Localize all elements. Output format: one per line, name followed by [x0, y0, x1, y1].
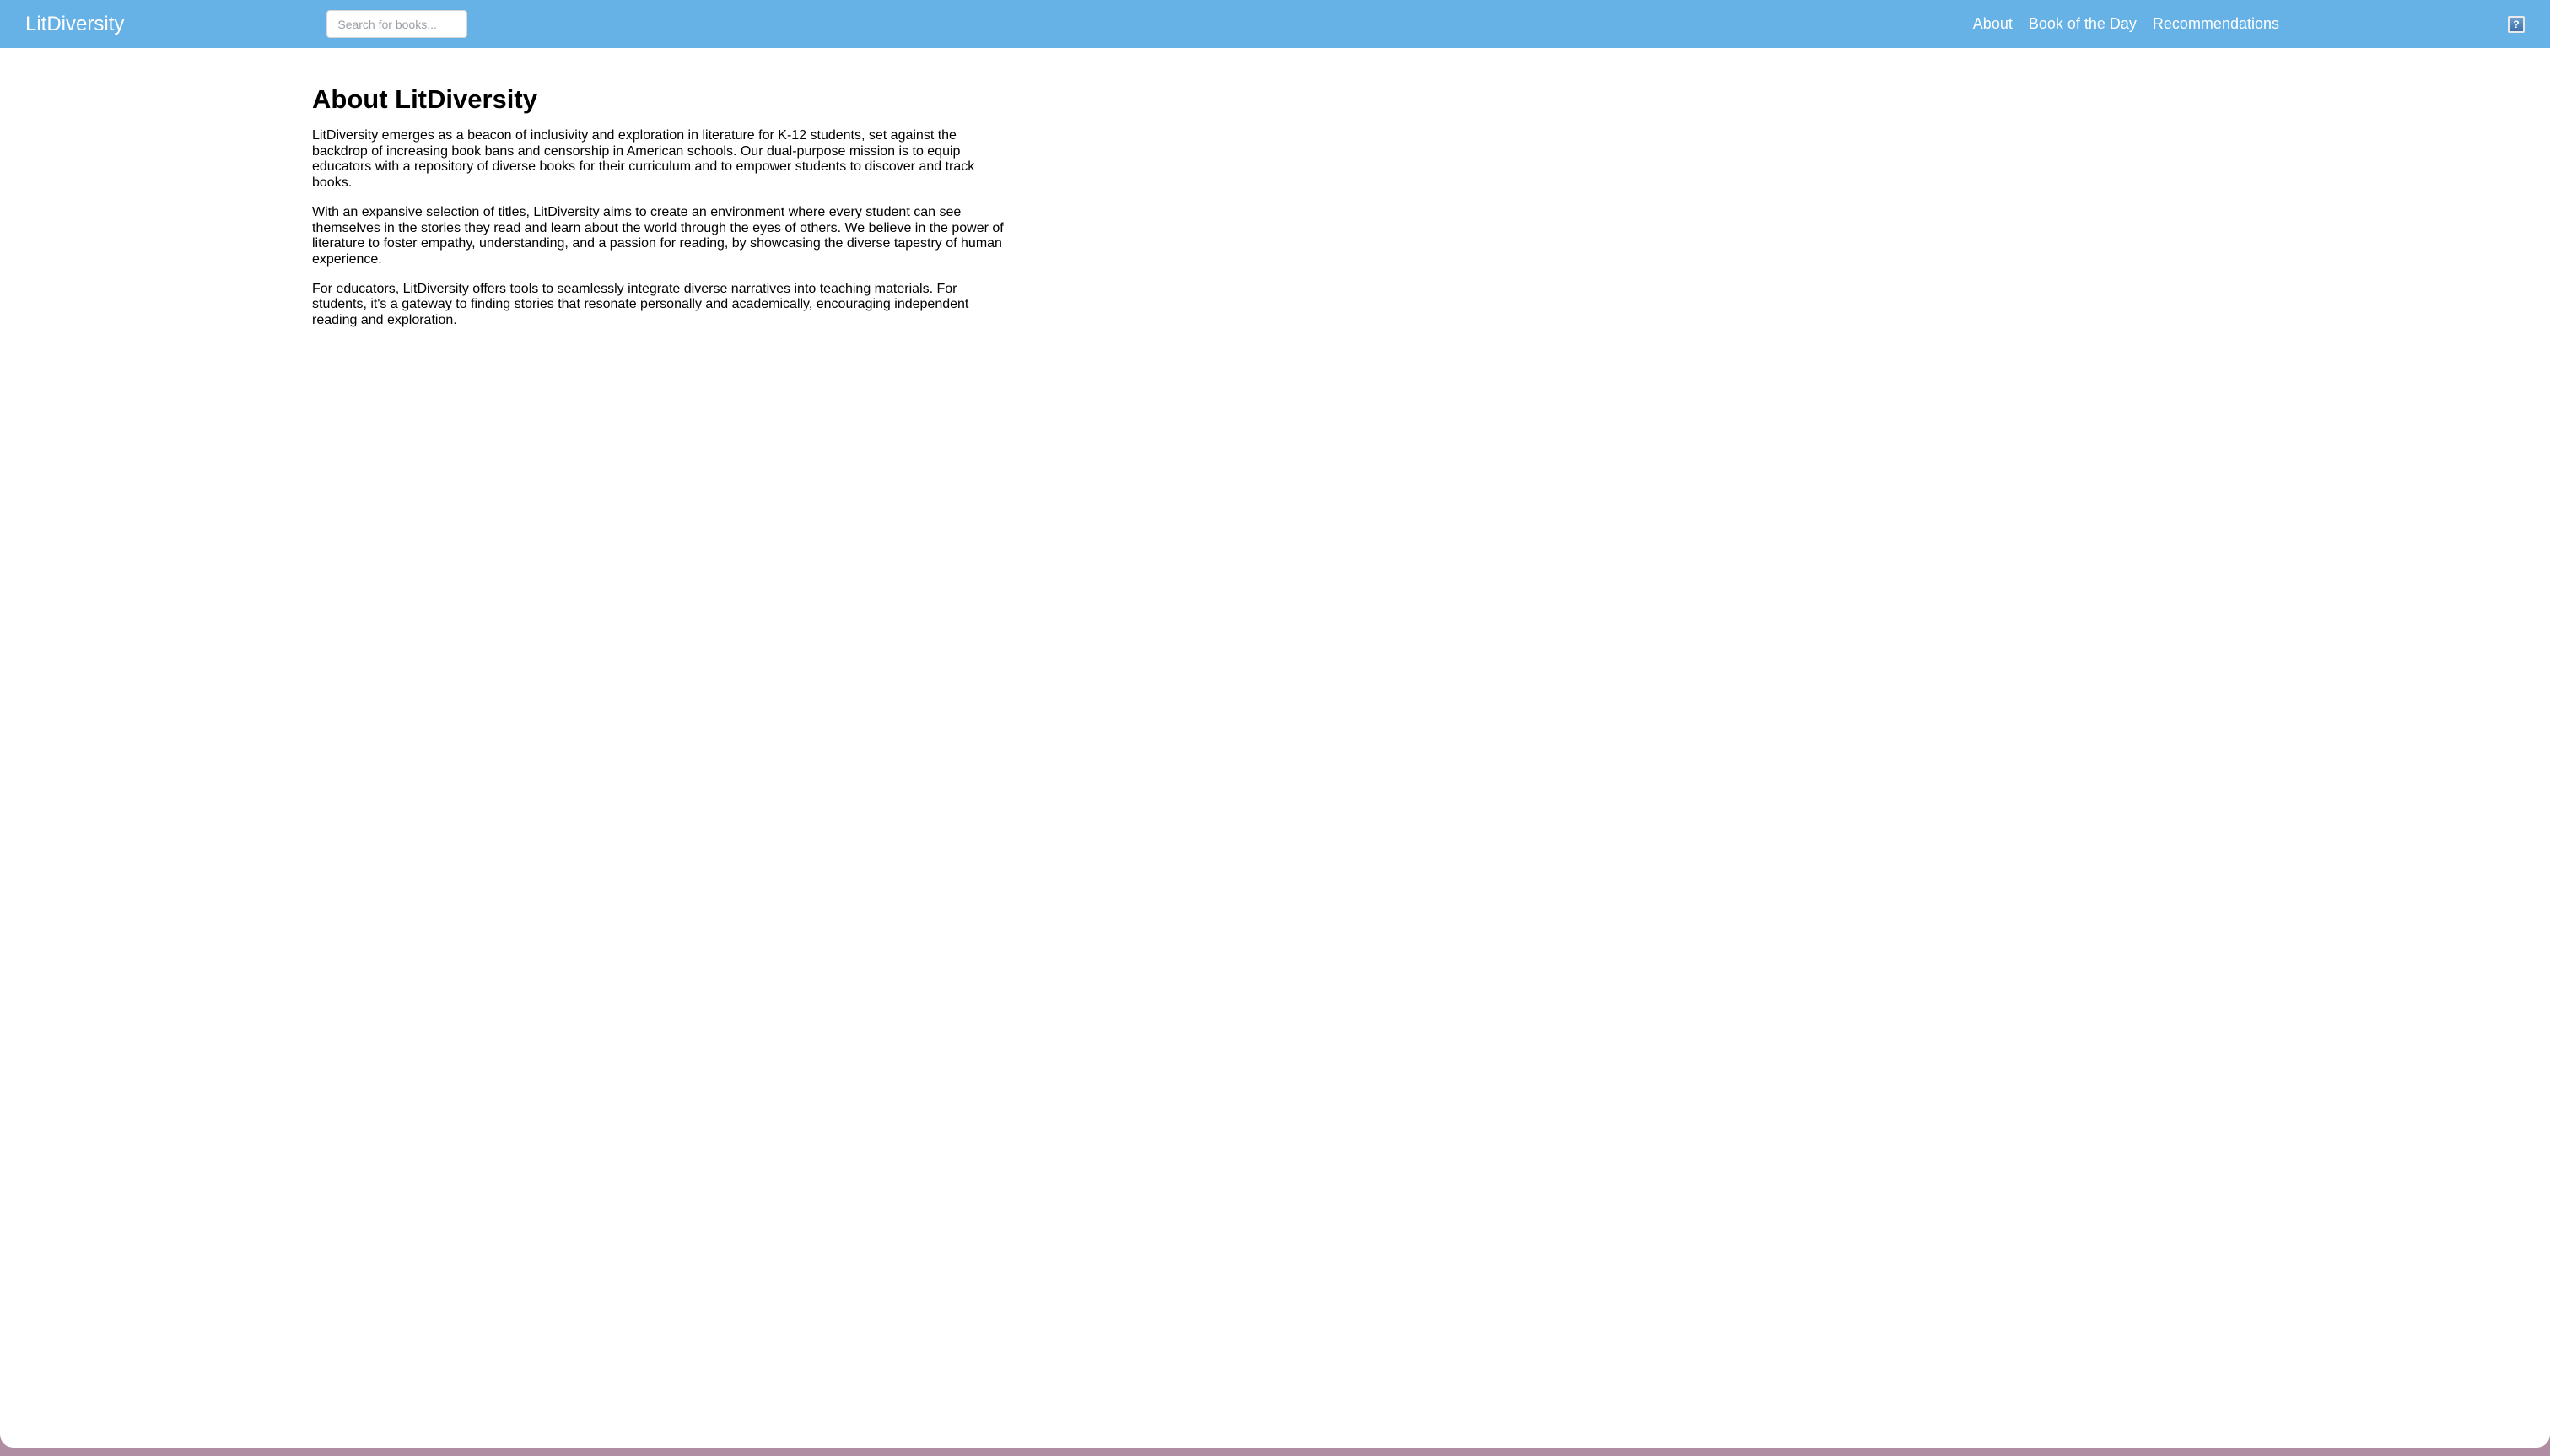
about-section — [0, 48, 2550, 329]
main-nav — [1973, 15, 2279, 33]
about-paragraph-3: For educators, LitDiversity offers tools to seamlessly integrate diverse narratives into teaching materials. For students, it's a gateway to finding stories that resonate personally and academically, encouraging independent reading and exploration. — [312, 281, 969, 328]
broken-image-icon[interactable] — [2508, 16, 2525, 33]
nav-item-recommendations[interactable]: Recommendations — [2152, 15, 2279, 32]
nav-item-about[interactable]: About — [1972, 15, 2013, 32]
header — [0, 0, 2550, 48]
page-title: About LitDiversity — [312, 84, 537, 114]
about-paragraph-2: With an expansive selection of titles, LitDiversity aims to create an environment where every student can see themselves in the stories they read and learn about the world through the eyes of others. We believe in the power of literature to foster empathy, understanding, and a passion for reading, by showcasing the diverse tapestry of human experience. — [312, 204, 1004, 267]
question-mark-glyph: ? — [2513, 18, 2520, 30]
nav-item-book-of-the-day[interactable]: Book of the Day — [2028, 15, 2137, 32]
about-paragraph-1: LitDiversity emerges as a beacon of inclusivity and exploration in literature for K-12 students, set against the backdrop of increasing book bans and censorship in American schools. Our dual-purpose mission is to equip educators with a repository of diverse books for their curriculum and to empower students to discover and track books. — [312, 128, 975, 191]
search-input[interactable] — [326, 10, 467, 38]
site-logo[interactable]: LitDiversity — [25, 12, 125, 35]
